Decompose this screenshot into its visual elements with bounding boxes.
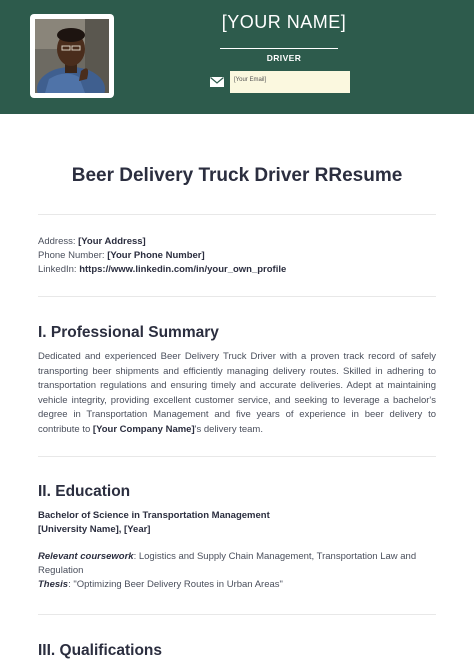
coursework-text: : Logistics and Supply Chain Management, Transportation Law and Regulation <box>38 551 417 576</box>
candidate-role: DRIVER <box>266 53 302 63</box>
address-value: [Your Address] <box>78 236 146 247</box>
email-field <box>204 71 350 93</box>
resume-title: Beer Delivery Truck Driver RResume <box>71 165 403 186</box>
thesis-label: Thesis <box>38 579 69 590</box>
name-divider <box>220 48 338 49</box>
profile-photo <box>35 19 109 93</box>
summary-text: Dedicated and experienced Beer Delivery Truck Driver with a proven track record of safely transporting beer shipments and efficiently managing delivery routes. Skilled in adhering to transportation regulations and ensuring timely and accurate deliveries. Adept at maintaining vehicle integrity, providing excellent customer service, and seeking to leverage a bachelor's degree in Transportation Management and five years of experience in beer delivery to contribute to <box>38 351 436 435</box>
contact-address <box>38 236 146 247</box>
linkedin-link[interactable]: https://www.linkedin.com/in/your_own_profile <box>79 264 287 275</box>
phone-label: Phone Number: <box>38 250 105 261</box>
coursework-line <box>38 550 436 578</box>
email-text: [Your Email] <box>234 77 267 83</box>
university-year: [University Name], [Year] <box>38 524 151 535</box>
thesis-line <box>38 578 436 592</box>
contact-phone <box>38 250 205 261</box>
linkedin-label: LinkedIn: <box>38 264 77 275</box>
candidate-name: [YOUR NAME] <box>221 12 347 32</box>
coursework-label: Relevant coursework <box>38 551 134 562</box>
thesis-text: : "Optimizing Beer Delivery Routes in Urban Areas" <box>68 579 283 590</box>
resume-header <box>0 0 474 114</box>
divider <box>38 614 436 615</box>
section-heading-education: II. Education <box>38 483 131 500</box>
summary-paragraph <box>38 350 436 437</box>
education-entry <box>38 509 436 592</box>
divider <box>38 296 436 297</box>
degree-title: Bachelor of Science in Transportation Management <box>38 510 270 521</box>
address-label: Address: <box>38 236 76 247</box>
section-heading-qualifications: III. Qualifications <box>38 642 163 659</box>
contact-linkedin <box>38 264 286 275</box>
envelope-icon <box>210 77 224 87</box>
divider <box>38 214 436 215</box>
section-heading-summary: I. Professional Summary <box>38 324 219 341</box>
divider <box>38 456 436 457</box>
phone-value: [Your Phone Number] <box>107 250 205 261</box>
profile-photo-frame <box>30 14 114 98</box>
email-icon-badge <box>204 71 230 93</box>
summary-text-end: 's delivery team. <box>194 423 263 435</box>
company-name: [Your Company Name] <box>92 423 195 435</box>
